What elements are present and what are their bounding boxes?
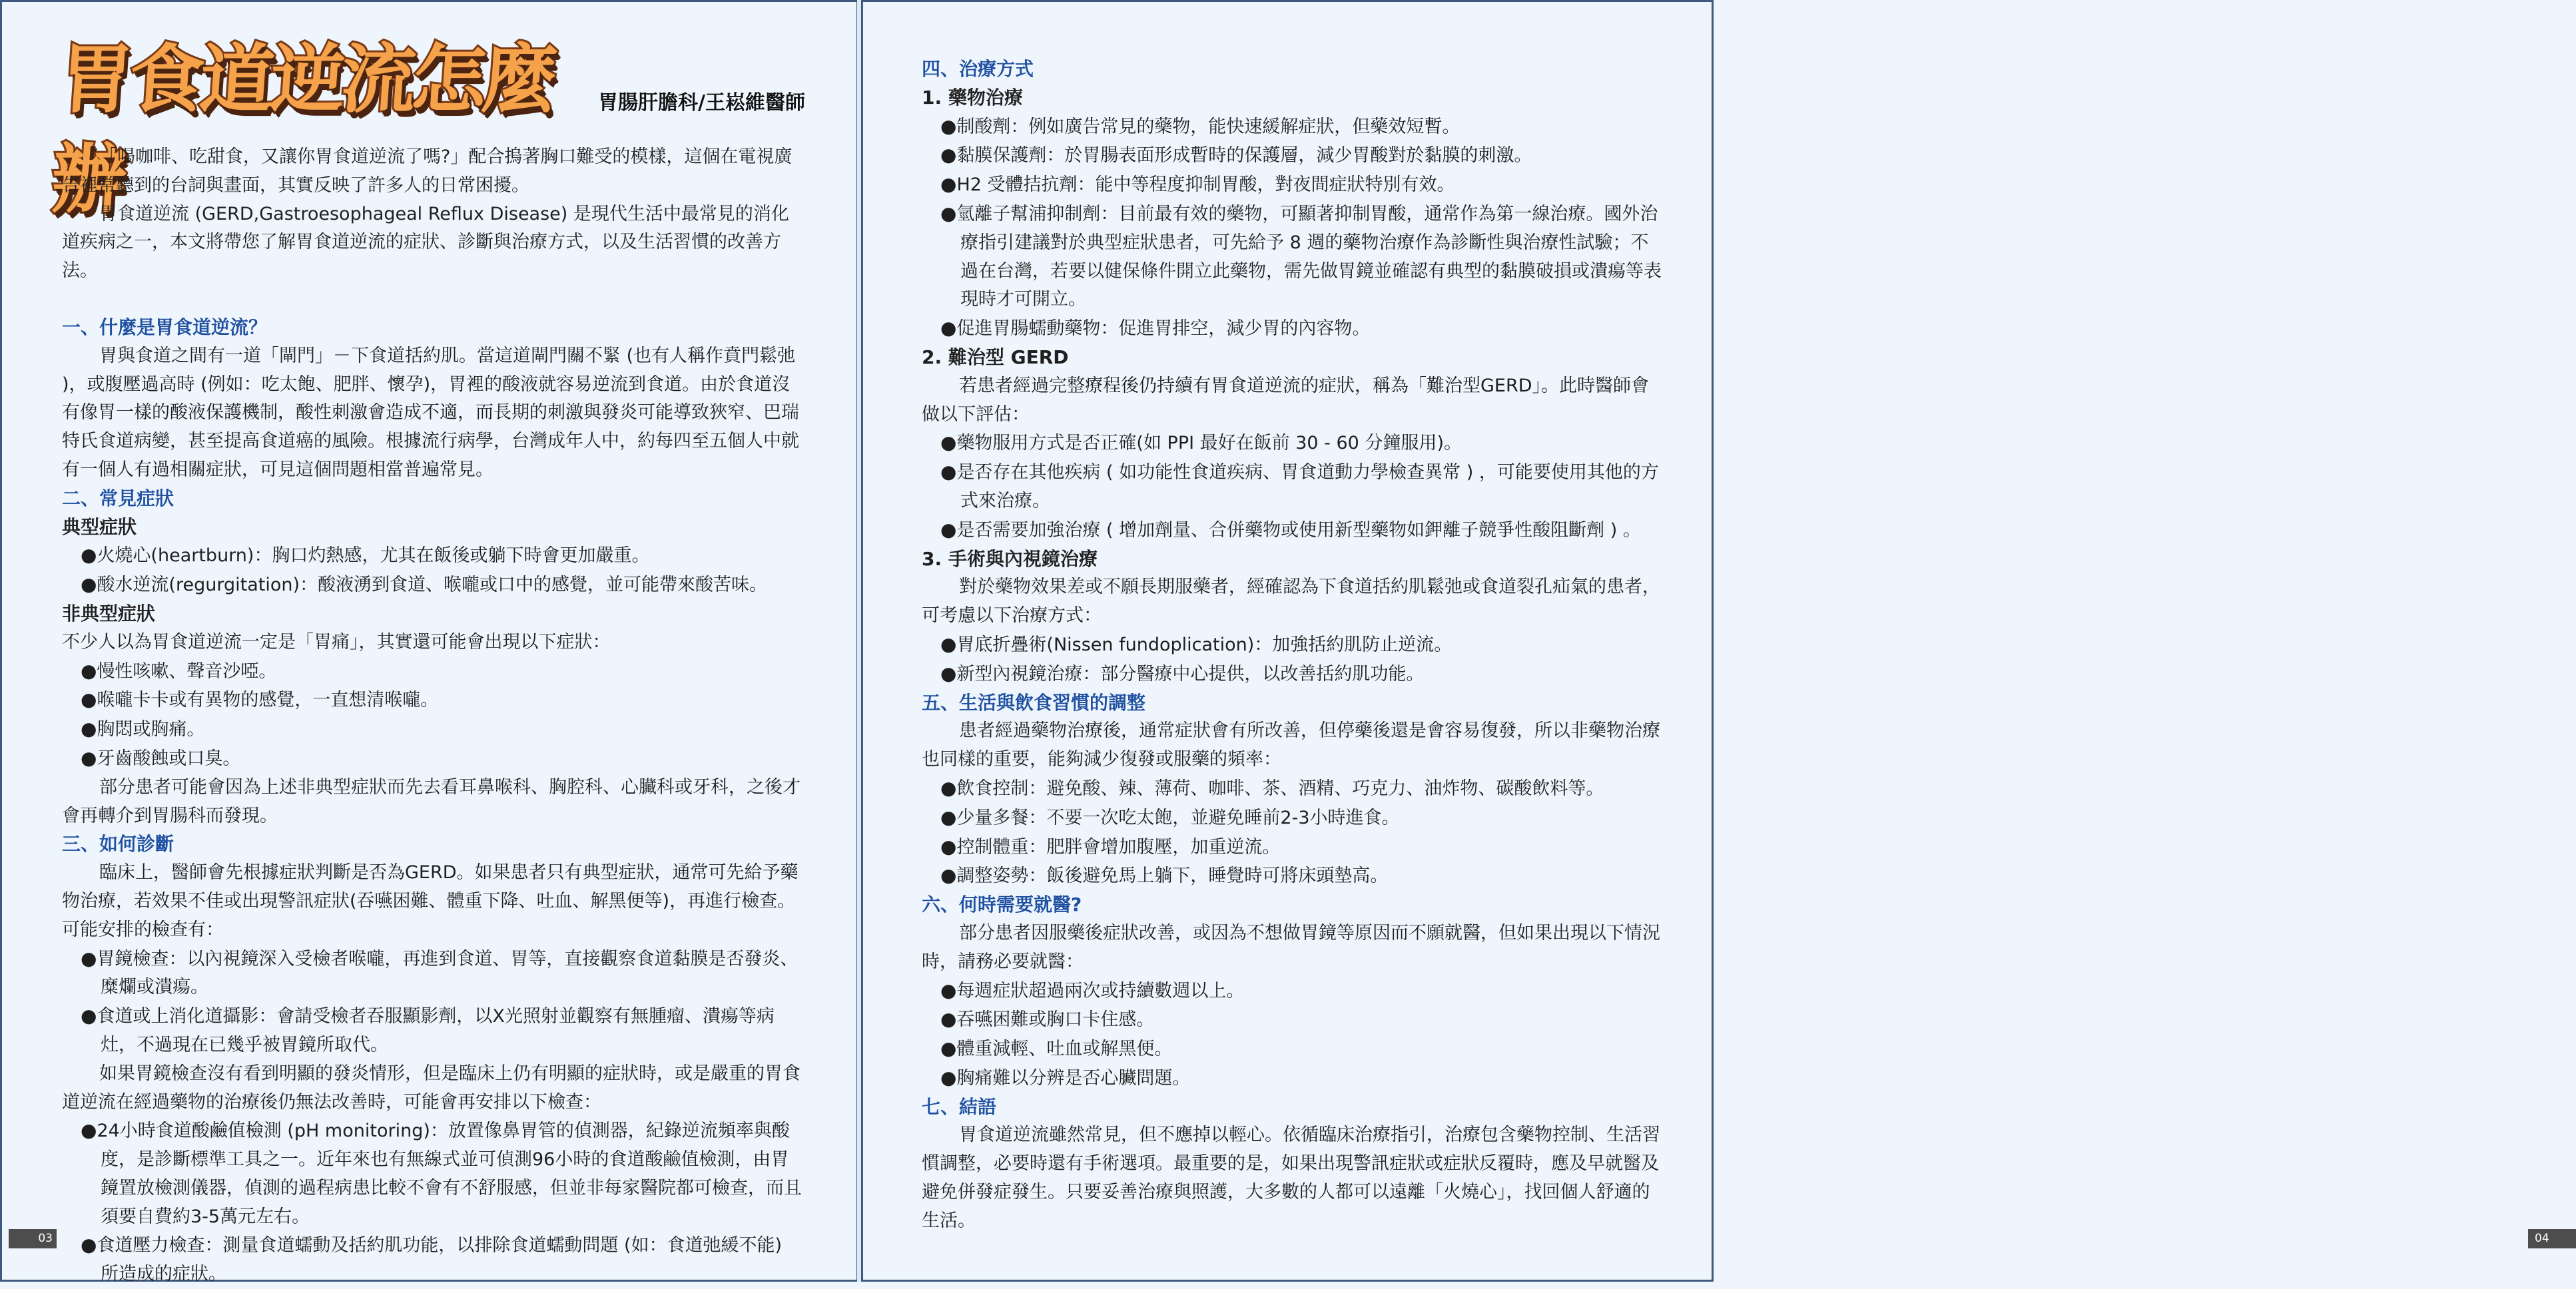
page-number: 04 — [2528, 1229, 2576, 1248]
list-item: ●慢性咳嗽、聲音沙啞。 — [81, 659, 277, 682]
list-item: ●藥物服用方式是否正確(如 PPI 最好在飯前 30 - 60 分鐘服用)。 — [940, 431, 1462, 454]
section-paragraph: 胃與食道之間有一道「閘門」－下食道括約肌。當這道閘門關不緊 (也有人稱作賁門鬆弛 )，或腹壓過高時 (例如：吃太飽、肥胖、懷孕)，胃裡的酸液就容易逆流到食道。由於食道沒有像胃一樣的酸液保護機制，酸性刺激會造成不適，而長期的刺激與發炎可能導致狹窄、巴瑞特氏食道病變，甚至提高食道癌的風險。根據流行病學，台灣成年人中，約每四至五個人中就有一個人有過相關症狀，可見這個問題相當普遍常見。 — [62, 345, 799, 480]
left-page — [0, 0, 858, 1285]
list-item: ●H2 受體拮抗劑：能中等程度抑制胃酸，對夜間症狀特別有效。 — [940, 173, 1455, 196]
list-item: ●控制體重：肥胖會增加腹壓，加重逆流。 — [940, 835, 1281, 858]
list-item: ●氫離子幫浦抑制劑：目前最有效的藥物，可顯著抑制胃酸，通常作為第一線治療。國外治療指引建議對於典型症狀患者，可先給予 8 週的藥物治療作為診斷性與治療性試驗；不過在台灣，若要以健保條件開立此藥物，需先做胃鏡並確認有典型的黏膜破損或潰瘍等表現時才可開立。 — [940, 202, 1662, 310]
bullet-icon: ● — [940, 202, 957, 224]
author-byline: 胃腸肝膽科/王崧維醫師 — [598, 91, 805, 115]
list-intro: 不少人以為胃食道逆流一定是「胃痛」，其實還可能會出現以下症狀： — [62, 631, 611, 652]
bullet-icon: ● — [81, 688, 97, 711]
list-item: ●少量多餐：不要一次吃太飽，並避免睡前2-3小時進食。 — [940, 806, 1400, 828]
bullet-icon: ● — [81, 544, 97, 567]
bullet-icon: ● — [940, 518, 957, 541]
list-item: ●牙齒酸蝕或口臭。 — [81, 746, 241, 769]
subheading: 典型症狀 — [62, 515, 137, 538]
list-item: ●是否存在其他疾病 ( 如功能性食道疾病、胃食道動力學檢查異常 ) ，可能要使用其他的方式來治療。 — [940, 461, 1659, 511]
section-paragraph: 部分患者可能會因為上述非典型症狀而先去看耳鼻喉科、胸腔科、心臟科或牙科，之後才會再轉介到胃腸科而發現。 — [62, 776, 801, 826]
section-heading: 四、治療方式 — [922, 58, 1034, 80]
section-heading: 三、如何診斷 — [62, 833, 174, 856]
list-item: ●胃底折疊術(Nissen fundoplication)：加強括約肌防止逆流。 — [940, 633, 1452, 655]
bullet-icon: ● — [940, 662, 957, 684]
list-item: ●每週症狀超過兩次或持續數週以上。 — [940, 979, 1245, 1001]
bullet-icon: ● — [940, 461, 957, 483]
left-column — [62, 143, 803, 1289]
list-item: ●胃鏡檢查：以內視鏡深入受檢者喉嚨，再進到食道、胃等，直接觀察食道黏膜是否發炎、糜爛或潰瘍。 — [81, 947, 799, 998]
section-heading: 五、生活與飲食習慣的調整 — [922, 691, 1146, 714]
bullet-icon: ● — [81, 659, 97, 682]
bullet-icon: ● — [81, 1119, 97, 1142]
section-heading: 六、何時需要就醫? — [922, 894, 1082, 916]
bullet-icon: ● — [940, 633, 957, 655]
list-item: ●調整姿勢：飯後避免馬上躺下，睡覺時可將床頭墊高。 — [940, 864, 1389, 887]
list-item: ●是否需要加強治療 ( 增加劑量、合併藥物或使用新型藥物如鉀離子競爭性酸阻斷劑 ) 。 — [940, 518, 1641, 541]
bullet-icon: ● — [940, 835, 957, 858]
section-paragraph: 若患者經過完整療程後仍持續有胃食道逆流的症狀，稱為「難治型GERD」。此時醫師會做以下評估： — [922, 375, 1650, 425]
bullet-icon: ● — [81, 1005, 97, 1027]
bullet-icon: ● — [940, 1066, 957, 1089]
bullet-icon: ● — [940, 806, 957, 828]
bullet-icon: ● — [940, 144, 957, 166]
list-item: ●黏膜保護劑：於胃腸表面形成暫時的保護層，減少胃酸對於黏膜的刺激。 — [940, 144, 1532, 166]
bullet-icon: ● — [940, 1008, 957, 1031]
list-item: ●飲食控制：避免酸、辣、薄荷、咖啡、茶、酒精、巧克力、油炸物、碳酸飲料等。 — [940, 776, 1604, 799]
section-heading: 一、什麼是胃食道逆流？ — [62, 316, 268, 338]
bullet-icon: ● — [81, 746, 97, 769]
intro-paragraph: 「喝咖啡、吃甜食，又讓你胃食道逆流了嗎?」配合摀著胸口難受的模樣，這個在電視廣告裡常聽到的台詞與畫面，其實反映了許多人的日常困擾。 — [62, 146, 793, 196]
right-column — [922, 55, 1662, 1236]
section-paragraph: 對於藥物效果差或不願長期服藥者，經確認為下食道括約肌鬆弛或食道裂孔疝氣的患者，可考慮以下治療方式： — [922, 577, 1660, 627]
right-page — [861, 0, 2549, 1282]
page-number: 03 — [9, 1229, 57, 1248]
bullet-icon: ● — [81, 573, 97, 596]
bullet-icon: ● — [940, 776, 957, 799]
list-item: ●喉嚨卡卡或有異物的感覺，一直想清喉嚨。 — [81, 688, 439, 711]
list-item: ●新型內視鏡治療：部分醫療中心提供，以改善括約肌功能。 — [940, 662, 1425, 684]
bullet-icon: ● — [940, 979, 957, 1001]
section-heading: 七、結語 — [922, 1095, 997, 1118]
bullet-icon: ● — [81, 947, 97, 969]
article-title: 胃食道逆流怎麼辦 — [49, 37, 556, 223]
bullet-icon: ● — [940, 173, 957, 196]
list-item: ●促進胃腸蠕動藥物：促進胃排空，減少胃的內容物。 — [940, 317, 1371, 340]
section-paragraph: 患者經過藥物治療後，通常症狀會有所改善，但停藥後還是會容易復發，所以非藥物治療也同樣的重要，能夠減少復發或服藥的頻率： — [922, 720, 1660, 770]
bullet-icon: ● — [81, 718, 97, 740]
list-item: ●吞嚥困難或胸口卡住感。 — [940, 1008, 1155, 1031]
list-intro: 可能安排的檢查有： — [62, 919, 224, 940]
section-paragraph: 部分患者因服藥後症狀改善，或因為不想做胃鏡等原因而不願就醫，但如果出現以下情況時，請務必要就醫： — [922, 922, 1660, 972]
section-paragraph: 如果胃鏡檢查沒有看到明顯的發炎情形，但是臨床上仍有明顯的症狀時，或是嚴重的胃食道逆流在經過藥物的治療後仍無法改善時，可能會再安排以下檢查： — [62, 1063, 801, 1113]
bullet-icon: ● — [940, 864, 957, 887]
list-item: ●酸水逆流(regurgitation)：酸液湧到食道、喉嚨或口中的感覺，並可能帶來酸苦味。 — [81, 573, 767, 596]
subheading: 3. 手術與內視鏡治療 — [922, 547, 1098, 570]
section-heading: 二、常見症狀 — [62, 487, 174, 509]
list-item: ●體重減輕、吐血或解黑便。 — [940, 1037, 1173, 1060]
intro-paragraph: 胃食道逆流 (GERD,Gastroesophageal Reflux Disease) 是現代生活中最常見的消化道疾病之一，本文將帶您了解胃食道逆流的症狀、診斷與治療方式，以及生活習慣的改善方法。 — [62, 203, 789, 282]
section-paragraph: 胃食道逆流雖然常見，但不應掉以輕心。依循臨床治療指引，治療包含藥物控制、生活習慣調整，必要時還有手術選項。最重要的是，如果出現警訊症狀或症狀反覆時，應及早就醫及避免併發症發生。只要妥善治療與照護，大多數的人都可以遠離「火燒心」，找回個人舒適的生活。 — [922, 1125, 1660, 1231]
list-item: ●食道或上消化道攝影：會請受檢者吞服顯影劑，以X光照射並觀察有無腫瘤、潰瘍等病灶，不過現在已幾乎被胃鏡所取代。 — [81, 1005, 775, 1055]
bullet-icon: ● — [940, 115, 957, 137]
subheading: 2. 難治型 GERD — [922, 346, 1069, 368]
list-item: ●胸悶或胸痛。 — [81, 718, 205, 740]
list-item: ●食道壓力檢查：測量食道蠕動及括約肌功能，以排除食道蠕動問題 (如：食道弛緩不能) 所造成的症狀。 — [81, 1234, 783, 1285]
bullet-icon: ● — [940, 1037, 957, 1060]
subheading: 非典型症狀 — [62, 602, 156, 625]
subheading: 1. 藥物治療 — [922, 86, 1023, 109]
list-item: ●制酸劑：例如廣告常見的藥物，能快速緩解症狀，但藥效短暫。 — [940, 115, 1460, 137]
bullet-icon: ● — [940, 317, 957, 340]
section-paragraph: 臨床上，醫師會先根據症狀判斷是否為GERD。如果患者只有典型症狀，通常可先給予藥物治療，若效果不佳或出現警訊症狀(吞嚥困難、體重下降、吐血、解黑便等)，再進行檢查。 — [62, 862, 799, 911]
list-item: ●胸痛難以分辨是否心臟問題。 — [940, 1066, 1191, 1089]
list-item: ●火燒心(heartburn)：胸口灼熱感，尤其在飯後或躺下時會更加嚴重。 — [81, 544, 650, 567]
bullet-icon: ● — [81, 1234, 97, 1256]
bullet-icon: ● — [940, 431, 957, 454]
list-item: ●24小時食道酸鹼值檢測 (pH monitoring)：放置像鼻胃管的偵測器，紀錄逆流頻率與酸度，是診斷標準工具之一。近年來也有無線式並可偵測96小時的食道酸鹼值檢測，由胃鏡置放檢測儀器，偵測的過程病患比較不會有不舒服感，但並非每家醫院都可檢查，而且須要自費約3-5萬元左右。 — [81, 1119, 802, 1227]
